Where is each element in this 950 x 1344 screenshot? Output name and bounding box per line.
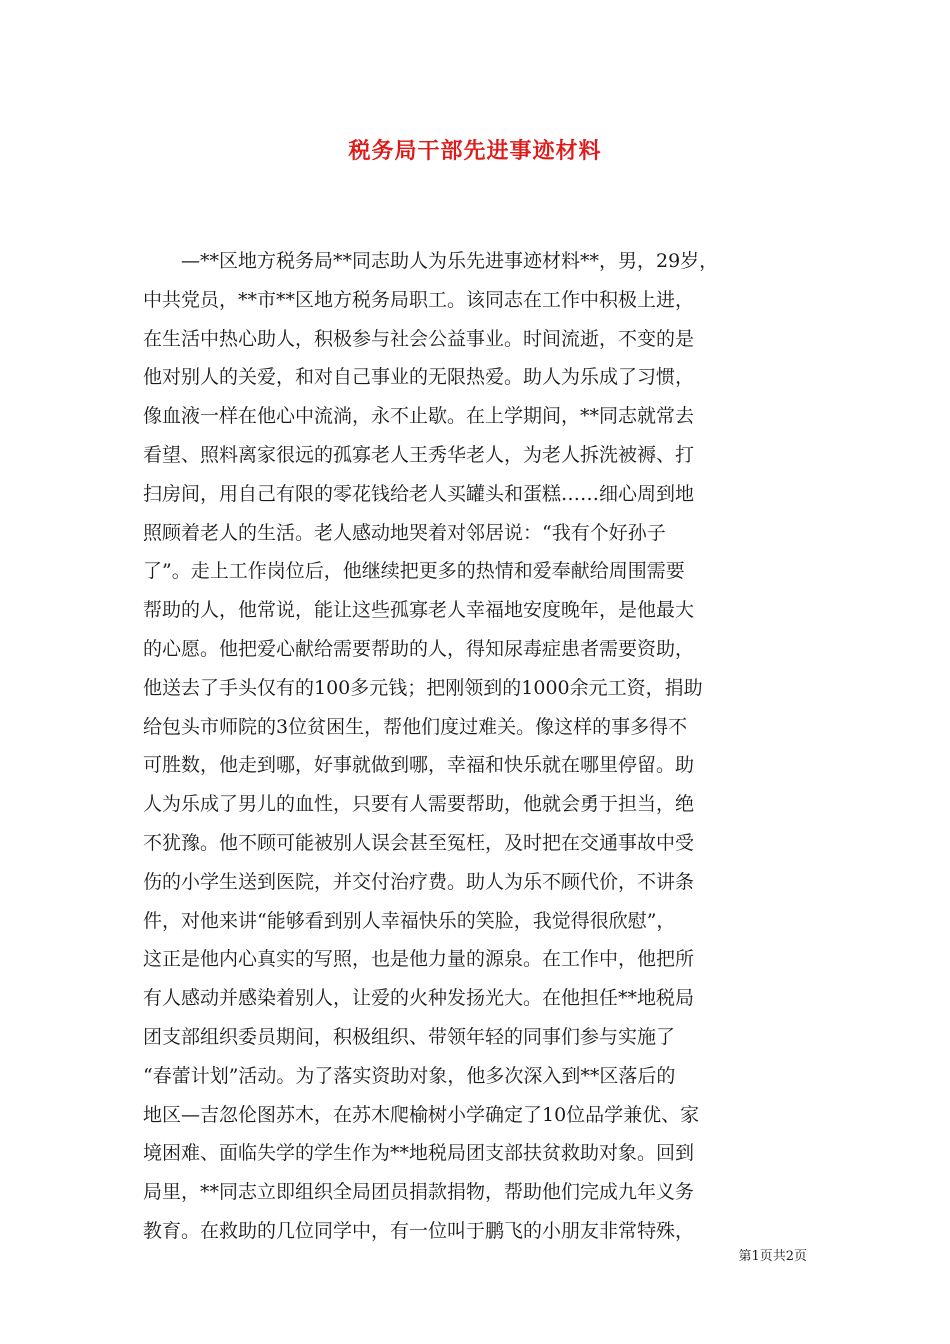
body-line: 局里，**同志立即组织全局团员捐款捐物，帮助他们完成九年义务 — [143, 1181, 695, 1204]
body-line: 地区—吉忽伦图苏木，在苏木爬榆树小学确定了10位品学兼优、家 — [143, 1103, 700, 1126]
body-line: —**区地方税务局**同志助人为乐先进事迹材料**，男，29岁， — [181, 250, 719, 272]
body-line: 有人感动并感染着别人，让爱的火种发扬光大。在他担任**地税局 — [143, 987, 695, 1010]
body-line: 帮助的人，他常说，能让这些孤寡老人幸福地安度晚年，是他最大 — [143, 599, 695, 622]
body-line: 照顾着老人的生活。老人感动地哭着对邻居说：“我有个好孙子 — [143, 521, 666, 544]
body-line: 像血液一样在他心中流淌，永不止歇。在上学期间，**同志就常去 — [143, 405, 695, 428]
body-line: 不犹豫。他不顾可能被别人误会甚至冤枉，及时把在交通事故中受 — [143, 831, 695, 854]
body-line: “春蕾计划”活动。为了落实资助对象，他多次深入到**区落后的 — [143, 1064, 676, 1087]
body-line: 教育。在救助的几位同学中，有一位叫于鹏飞的小朋友非常特殊， — [143, 1219, 695, 1242]
body-line: 了”。走上工作岗位后，他继续把更多的热情和爱奉献给周围需要 — [143, 560, 685, 583]
document-body — [143, 242, 809, 1251]
body-line: 伤的小学生送到医院，并交付治疗费。助人为乐不顾代价，不讲条 — [143, 870, 695, 893]
body-line: 他送去了手头仅有的100多元钱；把刚领到的1000余元工资，捐助 — [143, 676, 703, 699]
body-line: 这正是他内心真实的写照，也是他力量的源泉。在工作中，他把所 — [143, 948, 695, 971]
body-line: 件，对他来讲“能够看到别人幸福快乐的笑脸，我觉得很欣慰”， — [143, 909, 676, 932]
body-line: 的心愿。他把爱心献给需要帮助的人，得知尿毒症患者需要资助， — [143, 637, 695, 660]
body-line: 中共党员，**市**区地方税务局职工。该同志在工作中积极上进， — [143, 288, 695, 311]
body-line: 可胜数，他走到哪，好事就做到哪，幸福和快乐就在哪里停留。助 — [143, 754, 695, 777]
body-line: 他对别人的关爱，和对自己事业的无限热爱。助人为乐成了习惯， — [143, 366, 695, 389]
body-line: 人为乐成了男儿的血性，只要有人需要帮助，他就会勇于担当，绝 — [143, 793, 695, 816]
page-number-footer: 第1页共2页 — [738, 1249, 807, 1264]
body-line: 给包头市师院的3位贫困生，帮他们度过难关。像这样的事多得不 — [143, 715, 688, 738]
body-line: 团支部组织委员期间，积极组织、带领年轻的同事们参与实施了 — [143, 1025, 676, 1048]
body-line: 境困难、面临失学的学生作为**地税局团支部扶贫救助对象。回到 — [143, 1142, 695, 1165]
body-line: 扫房间，用自己有限的零花钱给老人买罐头和蛋糕……细心周到地 — [143, 482, 695, 505]
body-line: 在生活中热心助人，积极参与社会公益事业。时间流逝，不变的是 — [143, 327, 695, 350]
body-line: 看望、照料离家很远的孤寡老人王秀华老人，为老人拆洗被褥、打 — [143, 443, 695, 466]
document-title: 税务局干部先进事迹材料 — [348, 138, 602, 164]
